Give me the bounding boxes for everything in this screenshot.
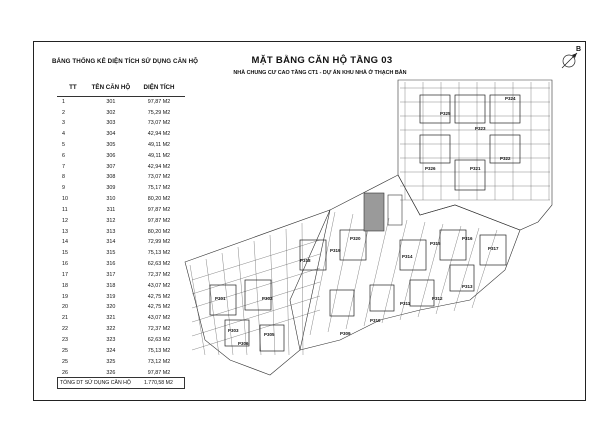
cell-tt: 10 [62,196,68,203]
unit-label: P302 [262,296,273,301]
unit-label: P326 [425,166,436,171]
cell-tt: 5 [62,142,65,148]
cell-area: 80,20 M2 [147,228,171,235]
unit-label: P313 [462,284,473,289]
unit-label: P301 [215,296,226,301]
cell-tt: 8 [62,174,65,181]
unit-label: P325 [440,111,451,116]
unit-label: P317 [488,246,499,251]
cell-name: 313 [106,228,116,235]
unit-label: P316 [462,236,473,241]
cell-area: 73,07 M2 [147,120,171,127]
cell-tt: 25 [62,358,68,365]
unit-label: P305 [264,332,275,337]
cell-name: 326 [106,369,116,376]
cell-tt: 20 [62,304,68,311]
cell-tt: 7 [62,163,65,170]
cell-tt: 15 [62,250,68,257]
cell-area: 42,94 M2 [147,131,171,138]
cell-name: 310 [106,196,116,203]
compass-letter: B [576,46,582,53]
cell-tt: 17 [62,271,68,278]
cell-name: 303 [106,120,116,127]
cell-name: 306 [106,152,116,159]
cell-name: 324 [106,347,116,354]
cell-area: 80,20 M2 [147,196,171,203]
cell-tt: 3 [62,120,65,127]
cell-area: 73,07 M2 [147,174,171,181]
cell-name: 314 [106,239,116,246]
cell-area: 75,13 M2 [147,250,171,257]
cell-name: 311 [106,206,116,213]
table-title: BẢNG THỐNG KÊ DIỆN TÍCH SỬ DỤNG CĂN HỘ [51,58,199,65]
cell-tt: 6 [62,152,65,159]
cell-tt: 18 [62,282,68,289]
cell-tt: 26 [62,369,68,376]
total-label: TỔNG DT SỬ DỤNG CĂN HỘ [60,380,131,386]
cell-area: 43,07 M2 [147,282,171,289]
unit-label: P323 [475,126,486,131]
cell-area: 97,87 M2 [147,206,171,213]
cell-tt: 19 [62,293,68,300]
cell-name: 317 [106,271,116,278]
unit-label: P319 [330,248,341,253]
cell-name: 309 [106,185,116,192]
cell-name: 316 [106,261,116,268]
stair-core [364,193,384,231]
cell-area: 72,37 M2 [147,271,171,278]
unit-label: P309 [340,331,351,336]
header-tt: TT [57,78,89,97]
cell-tt: 11 [62,206,68,213]
cell-tt: 21 [62,315,68,322]
cell-area: 97,87 M2 [147,98,171,105]
cell-area: 72,37 M2 [147,326,171,333]
elevator-core [388,195,402,225]
cell-tt: 23 [62,336,68,343]
cell-area: 42,75 M2 [147,293,171,300]
cell-area: 62,63 M2 [147,336,171,343]
cell-name: 318 [106,282,116,289]
total-value: 1.770,58 M2 [143,380,173,386]
unit-label: P311 [400,301,411,306]
cell-name: 302 [106,109,116,116]
cell-area: 49,11 M2 [147,152,171,159]
cell-name: 315 [106,250,116,257]
unit-label: P310 [370,318,381,323]
cell-area: 75,29 M2 [147,109,171,116]
cell-area: 42,94 M2 [147,163,171,170]
cell-area: 72,99 M2 [147,239,171,246]
unit-label: P322 [500,156,511,161]
cell-name: 307 [106,163,116,170]
unit-label: P306 [238,341,249,346]
unit-label: P312 [432,296,443,301]
cell-name: 325 [106,358,116,365]
cell-area: 49,11 M2 [147,142,171,148]
cell-tt: 22 [62,326,68,333]
cell-area: 62,63 M2 [147,261,171,268]
unit-label: P314 [402,254,413,259]
cell-area: 97,87 M2 [147,217,171,224]
unit-label: P303 [228,328,239,333]
cell-tt: 14 [62,239,68,246]
cell-name: 312 [106,217,116,224]
cell-area: 75,17 M2 [147,185,171,192]
cell-area: 42,75 M2 [147,304,171,311]
cell-tt: 1 [62,98,65,105]
cell-name: 323 [106,336,116,343]
cell-name: 301 [106,98,116,105]
cell-name: 305 [106,142,116,148]
cell-tt: 13 [62,228,68,235]
cell-area: 73,12 M2 [147,358,171,365]
cell-tt: 2 [62,109,65,116]
unit-label: P321 [470,166,481,171]
cell-tt: 25 [62,347,68,354]
unit-label: P315 [430,241,441,246]
cell-area: 43,07 M2 [147,315,171,322]
unit-label: P320 [350,236,361,241]
cell-name: 321 [106,315,116,322]
cell-name: 320 [106,304,116,311]
cell-tt: 9 [62,185,65,192]
cell-tt: 16 [62,261,68,268]
cell-tt: 4 [62,131,65,138]
cell-name: 322 [106,326,116,333]
drawing-subtitle: NHÀ CHUNG CƯ CAO TẦNG CT1 - DỰ ÁN KHU NHÀ Ở THẠCH BÀN [233,70,407,76]
header-name: TÊN CĂN HỘ [89,78,133,97]
cell-name: 304 [106,131,116,138]
cell-name: 308 [106,174,116,181]
cell-tt: 12 [62,217,68,224]
cell-area: 75,13 M2 [147,347,171,354]
unit-label: P318 [300,258,311,263]
cell-area: 97,87 M2 [147,369,171,376]
cell-name: 319 [106,293,116,300]
drawing-title: MẶT BẰNG CĂN HỘ TẦNG 03 [251,55,393,66]
unit-label: P324 [505,96,516,101]
header-area: DIỆN TÍCH [133,78,185,97]
